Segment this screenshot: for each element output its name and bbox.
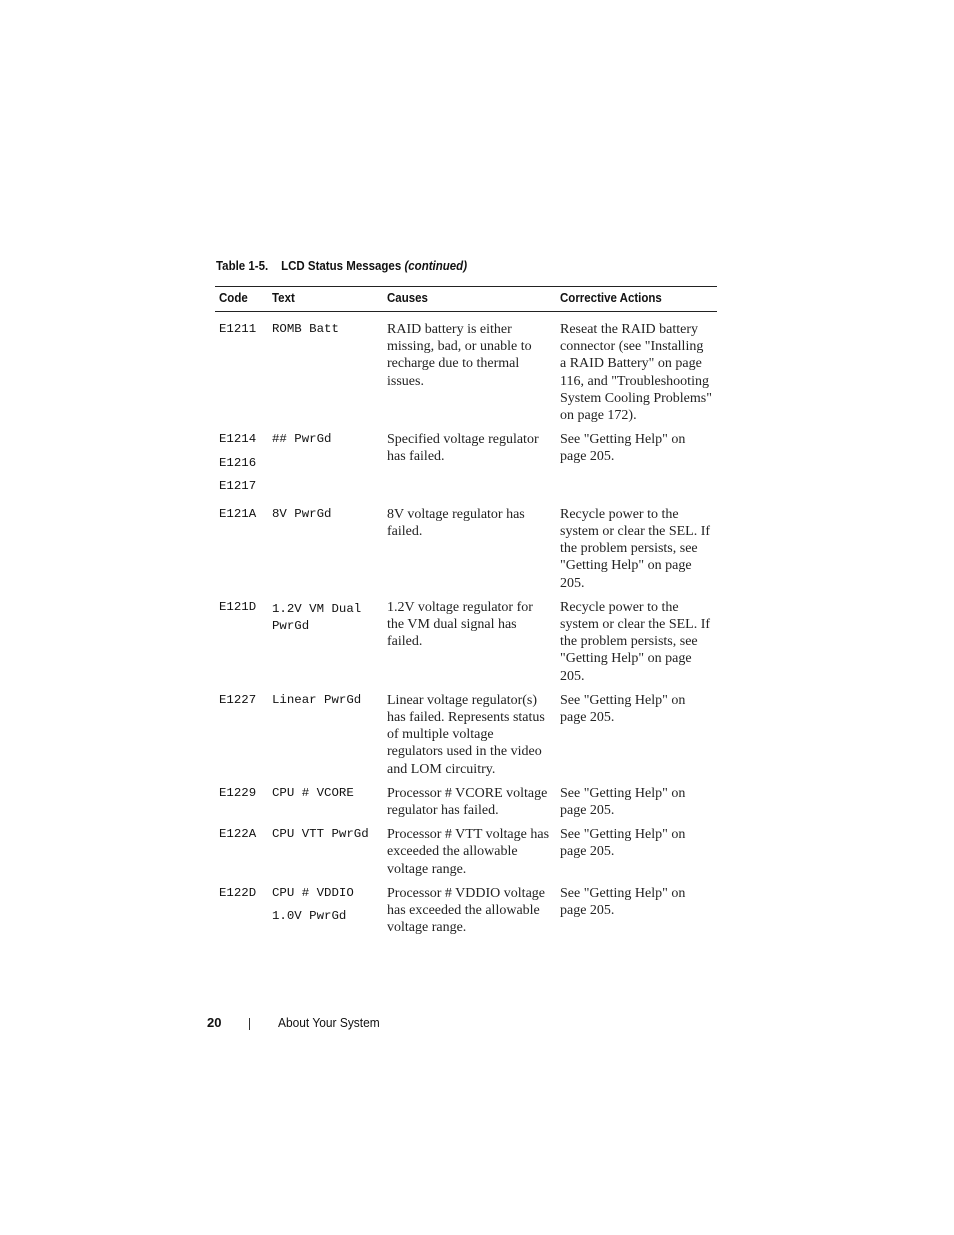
cell-text: CPU # VDDIO 1.0V PwrGd [272,885,354,924]
table-title: LCD Status Messages [281,259,402,273]
cell-cause: RAID battery is either missing, bad, or unable to recharge due to thermal issues. [387,322,532,389]
cell-cause: Processor # VCORE voltage regulator has failed. [387,785,548,818]
cell-code: E121A [219,506,257,521]
cell-action: Recycle power to the system or clear the SEL. If the problem persists, see "Getting Help" on page 205. [560,506,711,591]
footer-divider [249,1018,250,1030]
cell-code: E121D [219,599,257,614]
cell-cause: Specified voltage regulator has failed. [387,432,539,465]
cell-code: E1211 [219,322,257,336]
cell-text: 8V PwrGd [272,506,332,521]
table-row [215,785,717,826]
header-causes: Causes [383,287,556,312]
cell-code: E122A [219,827,257,842]
cell-code: E122D [219,885,257,900]
cell-action: Reseat the RAID battery connector (see "Installing a RAID Battery" on page 116, and "Troubleshooting System Cooling Problems" on page 172). [560,322,712,424]
table-row [215,826,717,885]
cell-text: ROMB Batt [272,322,339,336]
table-caption [216,259,467,273]
page-number: 20 [207,1015,222,1030]
table-row [215,506,717,599]
cell-cause: Processor # VTT voltage has exceeded the allowable voltage range. [387,827,550,877]
cell-code: E1227 [219,692,257,707]
table-row [215,431,717,506]
cell-cause: Processor # VDDIO voltage has exceeded the allowable voltage range. [387,885,545,936]
header-corrective-actions: Corrective Actions [556,287,717,312]
lcd-status-messages-table [215,286,717,943]
cell-text: 1.2V VM Dual PwrGd [272,601,369,633]
table-continued-label: (continued) [404,259,468,273]
cell-text: ## PwrGd [272,432,332,447]
cell-code: E1214 E1216 E1217 [219,432,257,494]
cell-cause: 8V voltage regulator has failed. [387,506,525,539]
table-row [215,312,717,432]
cell-text: CPU # VCORE [272,785,354,800]
cell-action: See "Getting Help" on page 205. [560,432,686,465]
table-row [215,885,717,944]
cell-action: See "Getting Help" on page 205. [560,785,686,818]
cell-cause: 1.2V voltage regulator for the VM dual signal has failed. [387,599,533,650]
footer-section-title: About Your System [278,1015,380,1030]
cell-action: See "Getting Help" on page 205. [560,827,686,860]
cell-action: See "Getting Help" on page 205. [560,885,686,918]
table-row [215,692,717,785]
cell-text: CPU VTT PwrGd [272,827,369,842]
cell-code: E1229 [219,785,257,800]
cell-cause: Linear voltage regulator(s) has failed. Represents status of multiple voltage regulators used in the video and LOM circuitry. [387,692,545,777]
header-code: Code [215,287,268,312]
cell-action: Recycle power to the system or clear the SEL. If the problem persists, see "Getting Help" on page 205. [560,599,711,684]
header-text: Text [268,287,383,312]
cell-text: Linear PwrGd [272,692,362,707]
cell-action: See "Getting Help" on page 205. [560,692,686,725]
table-header-row [215,287,717,312]
table-row [215,599,717,692]
table-number: Table 1-5. [216,259,269,273]
